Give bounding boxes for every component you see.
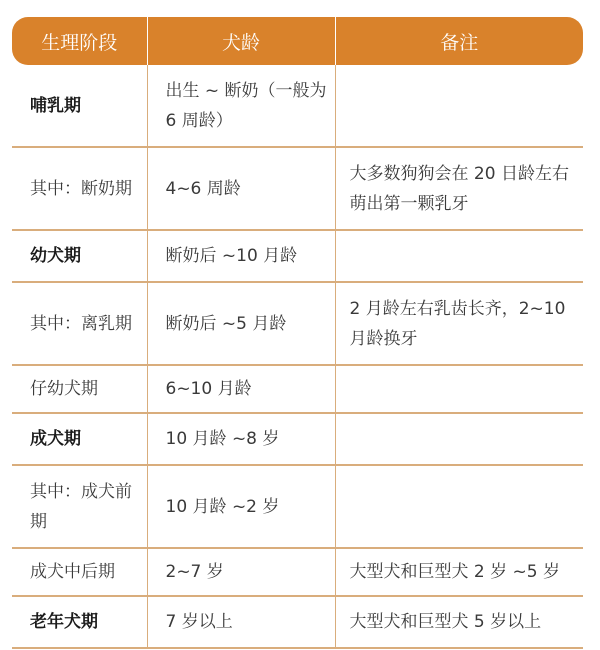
note-cell (335, 65, 583, 147)
age-cell: 6~10 月龄 (147, 365, 335, 413)
note-cell (335, 365, 583, 413)
table-row (12, 65, 583, 147)
stage-cell: 老年犬期 (12, 596, 147, 648)
stage-cell: 哺乳期 (12, 65, 147, 147)
stage-cell: 成犬期 (12, 413, 147, 465)
header-stage: 生理阶段 (12, 17, 147, 65)
stage-cell: 其中：断奶期 (12, 147, 147, 230)
table-header (12, 17, 583, 65)
age-cell: 出生 ~ 断奶（一般为 6 周龄） (147, 65, 335, 147)
note-cell (335, 230, 583, 282)
life-stage-table (12, 17, 583, 649)
table-row (12, 548, 583, 596)
table-row (12, 282, 583, 365)
table-row (12, 230, 583, 282)
table-row (12, 465, 583, 548)
table-row (12, 413, 583, 465)
age-cell: 2~7 岁 (147, 548, 335, 596)
header-note: 备注 (335, 17, 583, 65)
note-cell: 大型犬和巨型犬 2 岁 ~5 岁 (335, 548, 583, 596)
note-cell: 大多数狗狗会在 20 日龄左右萌出第一颗乳牙 (335, 147, 583, 230)
age-cell: 10 月龄 ~2 岁 (147, 465, 335, 548)
note-cell (335, 413, 583, 465)
table-row (12, 147, 583, 230)
table-row (12, 365, 583, 413)
note-cell (335, 465, 583, 548)
age-cell: 断奶后 ~5 月龄 (147, 282, 335, 365)
header-age: 犬龄 (147, 17, 335, 65)
age-cell: 断奶后 ~10 月龄 (147, 230, 335, 282)
age-cell: 10 月龄 ~8 岁 (147, 413, 335, 465)
life-stage-table-container (12, 17, 583, 649)
stage-cell: 其中：成犬前期 (12, 465, 147, 548)
stage-cell: 幼犬期 (12, 230, 147, 282)
stage-cell: 仔幼犬期 (12, 365, 147, 413)
table-row (12, 596, 583, 648)
table-body (12, 65, 583, 648)
note-cell: 2 月龄左右乳齿长齐，2~10 月龄换牙 (335, 282, 583, 365)
age-cell: 4~6 周龄 (147, 147, 335, 230)
note-cell: 大型犬和巨型犬 5 岁以上 (335, 596, 583, 648)
stage-cell: 其中：离乳期 (12, 282, 147, 365)
stage-cell: 成犬中后期 (12, 548, 147, 596)
age-cell: 7 岁以上 (147, 596, 335, 648)
